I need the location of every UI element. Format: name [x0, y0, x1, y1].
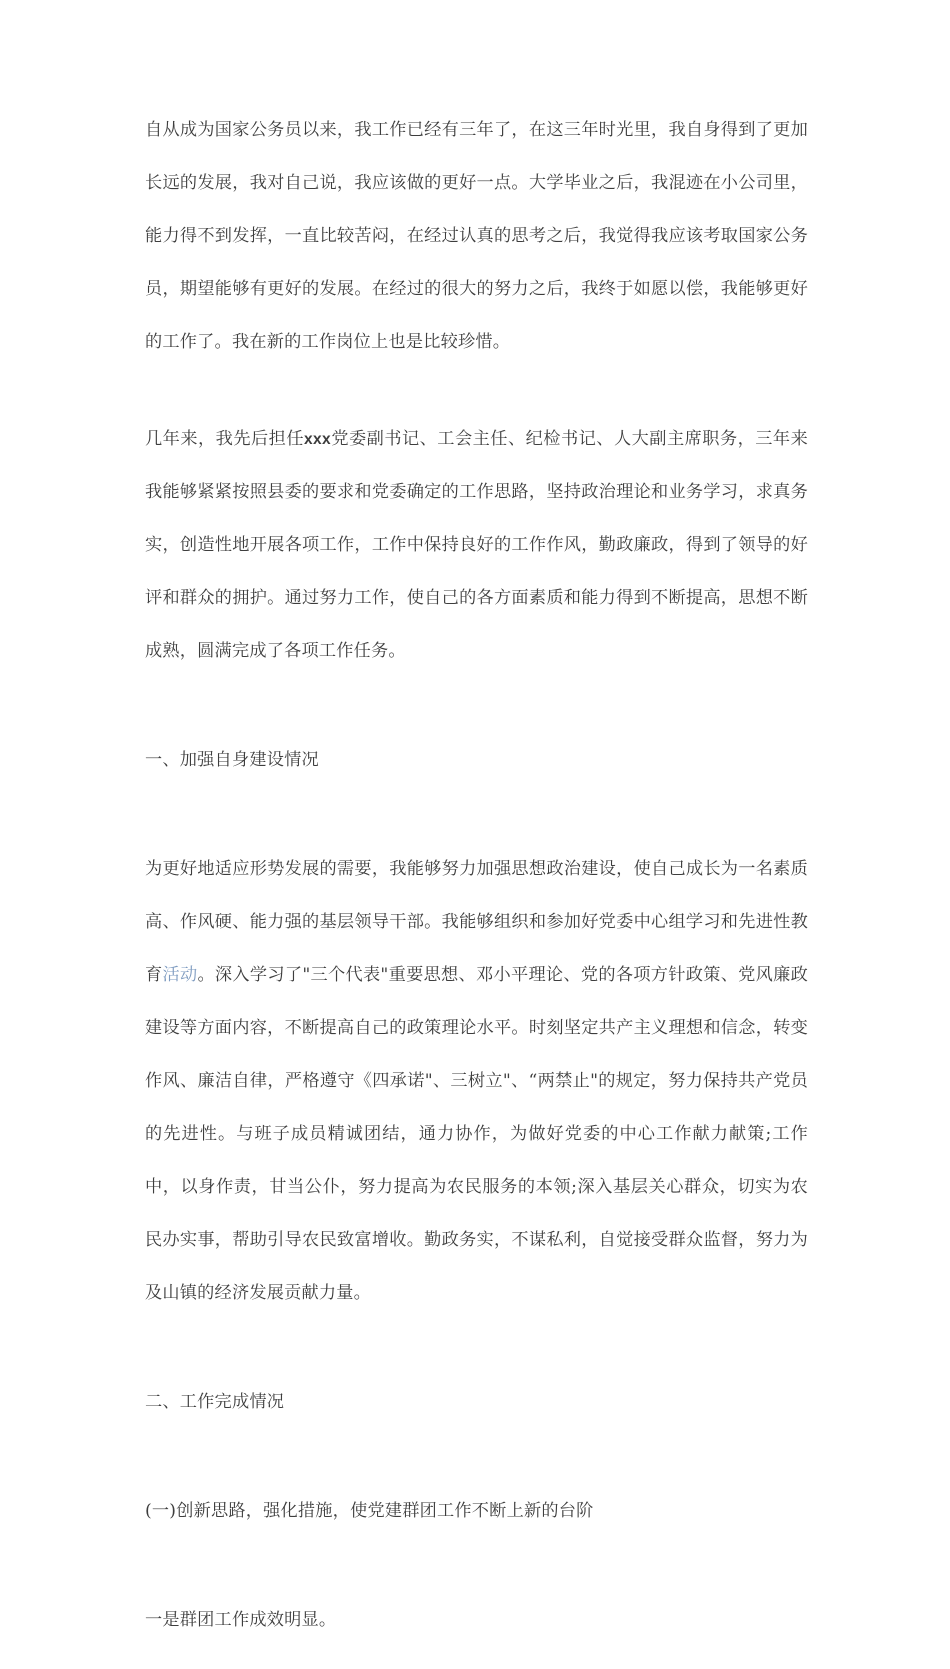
paragraph-3 — [145, 843, 808, 1320]
paragraph-2-text-before: 几年来，我先后担任 — [145, 429, 304, 449]
paragraph-2-text-after: 党委副书记、工会主任、纪检书记、人大副主席职务，三年来我能够紧紧按照县委的要求和党委确定的工作思路，坚持政治理论和业务学习，求真务实，创造性地开展各项工作，工作中保持良好的工作作风，勤政廉政，得到了领导的好评和群众的拥护。通过努力工作，使自己的各方面素质和能力得到不断提高，思想不断成熟，圆满完成了各项工作任务。 — [145, 429, 808, 661]
section-heading-1: 一、加强自身建设情况 — [145, 750, 319, 770]
paragraph-3-text-before: 为更好地适应形势发展的需要，我能够努力加强思想政治建设，使自己成长为一名素质高、作风硬、能力强的基层领导干部。我能够组织和参加好党委中心组学习和先进性教育 — [145, 859, 808, 985]
block-spacer — [145, 391, 808, 413]
block-spacer — [145, 809, 808, 843]
document-body — [145, 104, 808, 1669]
paragraph-2 — [145, 413, 808, 678]
block-spacer — [145, 1342, 808, 1376]
paragraph-3-text-after: 。深入学习了"三个代表"重要思想、邓小平理论、党的各项方针政策、党风廉政建设等方面内容，不断提高自己的政策理论水平。时刻坚定共产主义理想和信念，转变作风、廉洁自律，严格遵守《四承诺"、三树立"、“两禁止"的规定，努力保持共产党员的先进性。与班子成员精诚团结，通力协作，为做好党委的中心工作献力献策;工作中，以身作责，甘当公仆，努力提高为农民服务的本领;深入基层关心群众，切实为农民办实事，帮助引导农民致富增收。勤政务实，不谋私利，自觉接受群众监督，努力为及山镇的经济发展贡献力量。 — [145, 965, 809, 1303]
paragraph-3-link-activity[interactable]: 活动 — [162, 965, 198, 985]
block-spacer — [145, 1560, 808, 1594]
block-spacer — [145, 700, 808, 734]
section-heading-2: 二、工作完成情况 — [145, 1392, 285, 1412]
paragraph-1-text: 自从成为国家公务员以来，我工作已经有三年了，在这三年时光里，我自身得到了更加长远的发展，我对自己说，我应该做的更好一点。大学毕业之后，我混迹在小公司里，能力得不到发挥，一直比较苦闷，在经过认真的思考之后，我觉得我应该考取国家公务员，期望能够有更好的发展。在经过的很大的努力之后，我终于如愿以偿，我能够更好的工作了。我在新的工作岗位上也是比较珍惜。 — [145, 120, 808, 352]
paragraph-2-placeholder-name: xxx — [303, 431, 332, 448]
paragraph-4: 一是群团工作成效明显。 — [145, 1610, 337, 1630]
paragraph-1 — [145, 104, 808, 369]
subsection-heading-1: (一)创新思路，强化措施，使党建群团工作不断上新的台阶 — [145, 1501, 594, 1521]
block-spacer — [145, 1451, 808, 1485]
